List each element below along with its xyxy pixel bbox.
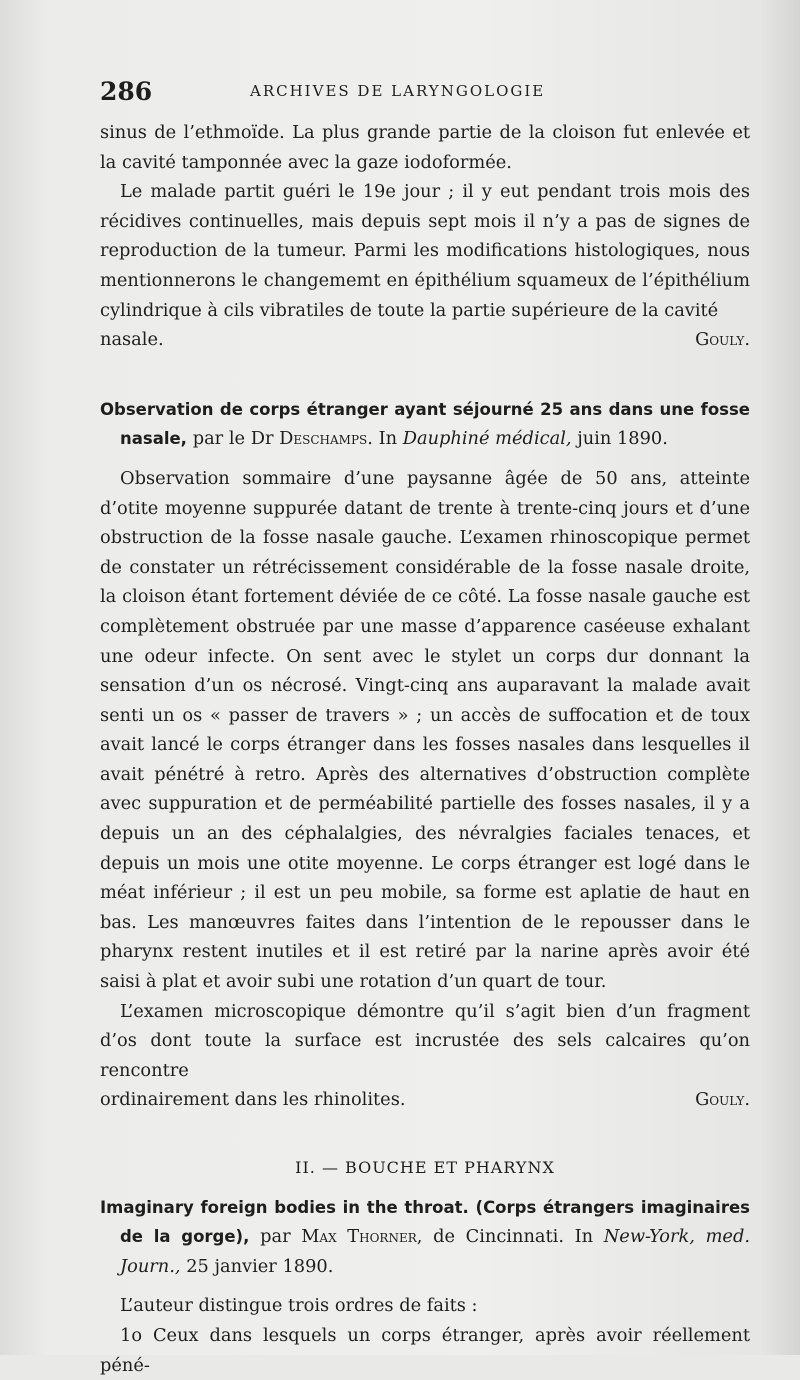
byline-author: Deschamps.: [279, 428, 373, 450]
byline-prefix: par le Dr: [192, 428, 274, 450]
byline-in: In: [378, 428, 398, 450]
article-title-text: Imaginary foreign bodies in the throat. (Corps étrangers imaginaires de la gorge),: [100, 1197, 750, 1247]
journal-name: New-York, med. Journ.,: [120, 1226, 750, 1277]
author-signature: Gouly.: [695, 1089, 750, 1111]
paragraph: 1o Ceux dans lesquels un corps étranger, après avoir réellement péné-: [100, 1324, 750, 1376]
signoff-line: [100, 325, 750, 355]
article-title: [100, 395, 750, 454]
running-title: ARCHIVES DE LARYNGOLOGIE: [250, 82, 546, 100]
byline-place: de Cincinnati. In: [433, 1226, 594, 1248]
article-title-text: Observation de corps étranger ayant séjourné 25 ans dans une fosse nasale,: [100, 399, 750, 449]
byline-author: Max Thorner,: [301, 1226, 423, 1248]
section-heading: II. — BOUCHE ET PHARYNX: [295, 1158, 555, 1177]
paragraph-end: ordinairement dans les rhinolites.: [100, 1089, 406, 1111]
publication-date: 25 janvier 1890.: [186, 1255, 334, 1277]
page-number: 286: [100, 76, 153, 106]
journal-name: Dauphiné médical,: [402, 428, 572, 450]
author-signature: Gouly.: [695, 329, 750, 351]
publication-date: juin 1890.: [577, 428, 668, 450]
paragraph: Le malade partit guéri le 19e jour ; il y eut pendant trois mois des récidives continuelles, mais depuis sept mois il n’y a pas de signes de reproduction de la tumeur. Parmi les modifications histologiques, nous mentionnerons le changememt en épithélium squameux de l’épithélium cylindrique à cils vibratiles de toute la partie supérieure de la cavité: [100, 181, 750, 321]
page-body: [100, 118, 750, 1380]
continued-paragraph: sinus de l’ethmoïde. La plus grande partie de la cloison fut enlevée et la cavité tamponnée avec la gaze iodoformée.: [100, 122, 750, 173]
paragraph-end: nasale.: [100, 329, 164, 351]
page-header: [100, 74, 750, 108]
signoff-line: [100, 1085, 750, 1115]
paragraph: L’auteur distingue trois ordres de faits :: [120, 1295, 478, 1317]
paragraph: L’examen microscopique démontre qu’il s’agit bien d’un fragment d’os dont toute la surface est incrustée des sels calcaires qu’on rencontre: [100, 1000, 750, 1081]
article-title: [100, 1193, 750, 1282]
byline-prefix: par: [260, 1226, 291, 1248]
byline: [193, 428, 668, 449]
paragraph: Observation sommaire d’une paysanne âgée de 50 ans, atteinte d’otite moyenne suppurée datant de trente à trente-cinq jours et d’une obstruction de la fosse nasale gauche. L’examen rhinoscopique permet de constater un rétrécissement considérable de la fosse nasale droite, la cloison étant fortement déviée de ce côté. La fosse nasale gauche est complètement obstruée par une masse d’apparence caséeuse exhalant une odeur infecte. On sent avec le stylet un corps dur donnant la sensation d’un os nécrosé. Vingt-cinq ans auparavant la malade avait senti un os « passer de travers » ; un accès de suffocation et de toux avait lancé le corps étranger dans les fosses nasales dans lesquelles il avait pénétré à retro. Après des alternatives d’obstruction complète avec suppuration et de perméabilité partielle des fosses nasales, il y a depuis un an des céphalalgies, des névralgies faciales tenaces, et depuis un mois une otite moyenne. Le corps étranger est logé dans le méat inférieur ; il est un peu mobile, sa forme est aplatie de haut en bas. Les manœuvres faites dans l’intention de le repousser dans le pharynx restent inutiles et il est retiré par la narine après avoir été saisi à plat et avoir subi une rotation d’un quart de tour.: [100, 467, 750, 993]
